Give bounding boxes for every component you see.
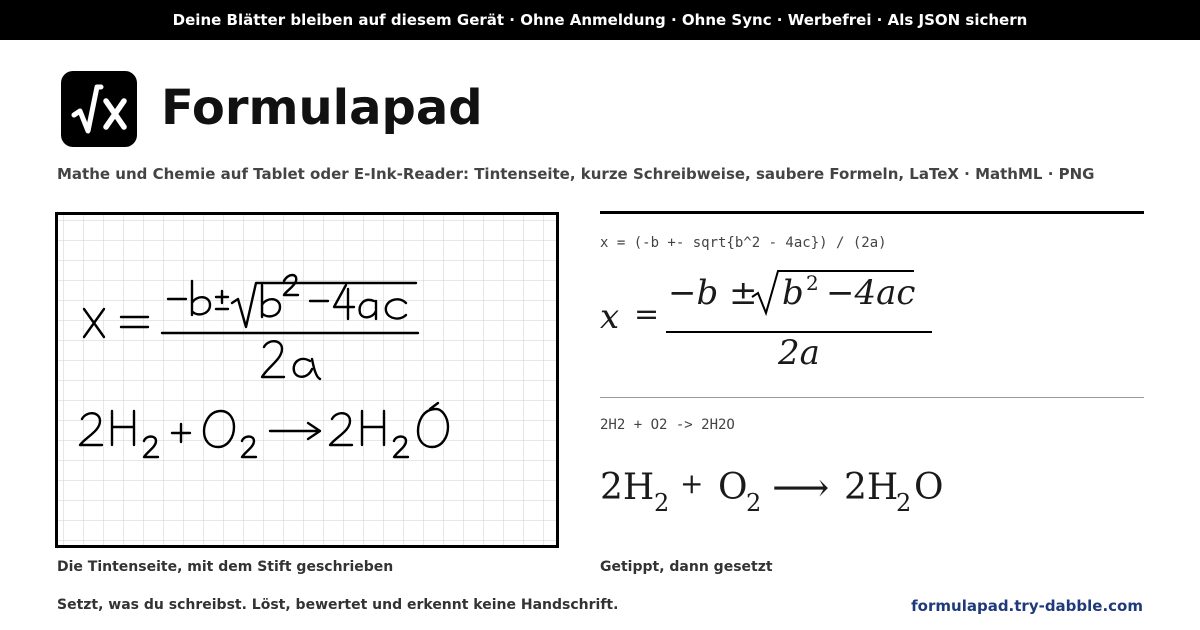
- radicand-base: b: [782, 273, 804, 313]
- panel-top-rule: [600, 211, 1144, 214]
- reaction-term-3-end: O: [914, 467, 944, 508]
- footer-tagline: Setzt, was du schreibst. Löst, bewertet und erkennt keine Handschrift.: [57, 597, 619, 613]
- panel-divider: [600, 397, 1144, 398]
- typeset-quadratic-formula: [600, 269, 1144, 379]
- formula-denominator: 2a: [778, 333, 820, 373]
- reaction-source-input[interactable]: 2H2 + O2 -> 2H2O: [600, 417, 735, 433]
- reaction-term-2: O: [718, 467, 748, 508]
- reaction-arrow: ⟶: [772, 465, 830, 511]
- radicand-rest: −4ac: [826, 273, 916, 313]
- ink-caption: Die Tintenseite, mit dem Stift geschrieben: [57, 559, 394, 575]
- app-subtitle: Mathe und Chemie auf Tablet oder E-Ink-Reader: Tintenseite, kurze Schreibweise, saubere Formeln, LaTeX · MathML · PNG: [57, 165, 1095, 183]
- reaction-sub-1: 2: [654, 489, 670, 517]
- ink-page[interactable]: [55, 212, 559, 548]
- reaction-term-3: 2H: [844, 467, 899, 508]
- top-banner-text: Deine Blätter bleiben auf diesem Gerät · Ohne Anmeldung · Ohne Sync · Werbefrei · Als JSON sichern: [172, 11, 1028, 29]
- reaction-sub-2: 2: [746, 489, 762, 517]
- reaction-plus: +: [680, 467, 704, 500]
- formula-lhs: x: [600, 297, 620, 337]
- reaction-term-1: 2H: [600, 467, 655, 508]
- formula-numerator-prefix: −b ±: [668, 273, 758, 313]
- top-banner: [0, 0, 1200, 40]
- app-logo: [61, 71, 137, 147]
- radicand-exponent: 2: [806, 271, 819, 295]
- formula-equals: =: [634, 297, 660, 332]
- typeset-reaction: [600, 467, 1144, 527]
- reaction-sub-3: 2: [896, 489, 912, 517]
- quadratic-source-input[interactable]: x = (-b +- sqrt{b^2 - 4ac}) / (2a): [600, 235, 887, 251]
- app-title: Formulapad: [161, 80, 483, 136]
- sqrt-x-icon: [61, 71, 137, 147]
- typeset-caption: Getippt, dann gesetzt: [600, 559, 773, 575]
- ink-grid: [58, 215, 556, 545]
- footer-url-link[interactable]: formulapad.try-dabble.com: [911, 597, 1143, 615]
